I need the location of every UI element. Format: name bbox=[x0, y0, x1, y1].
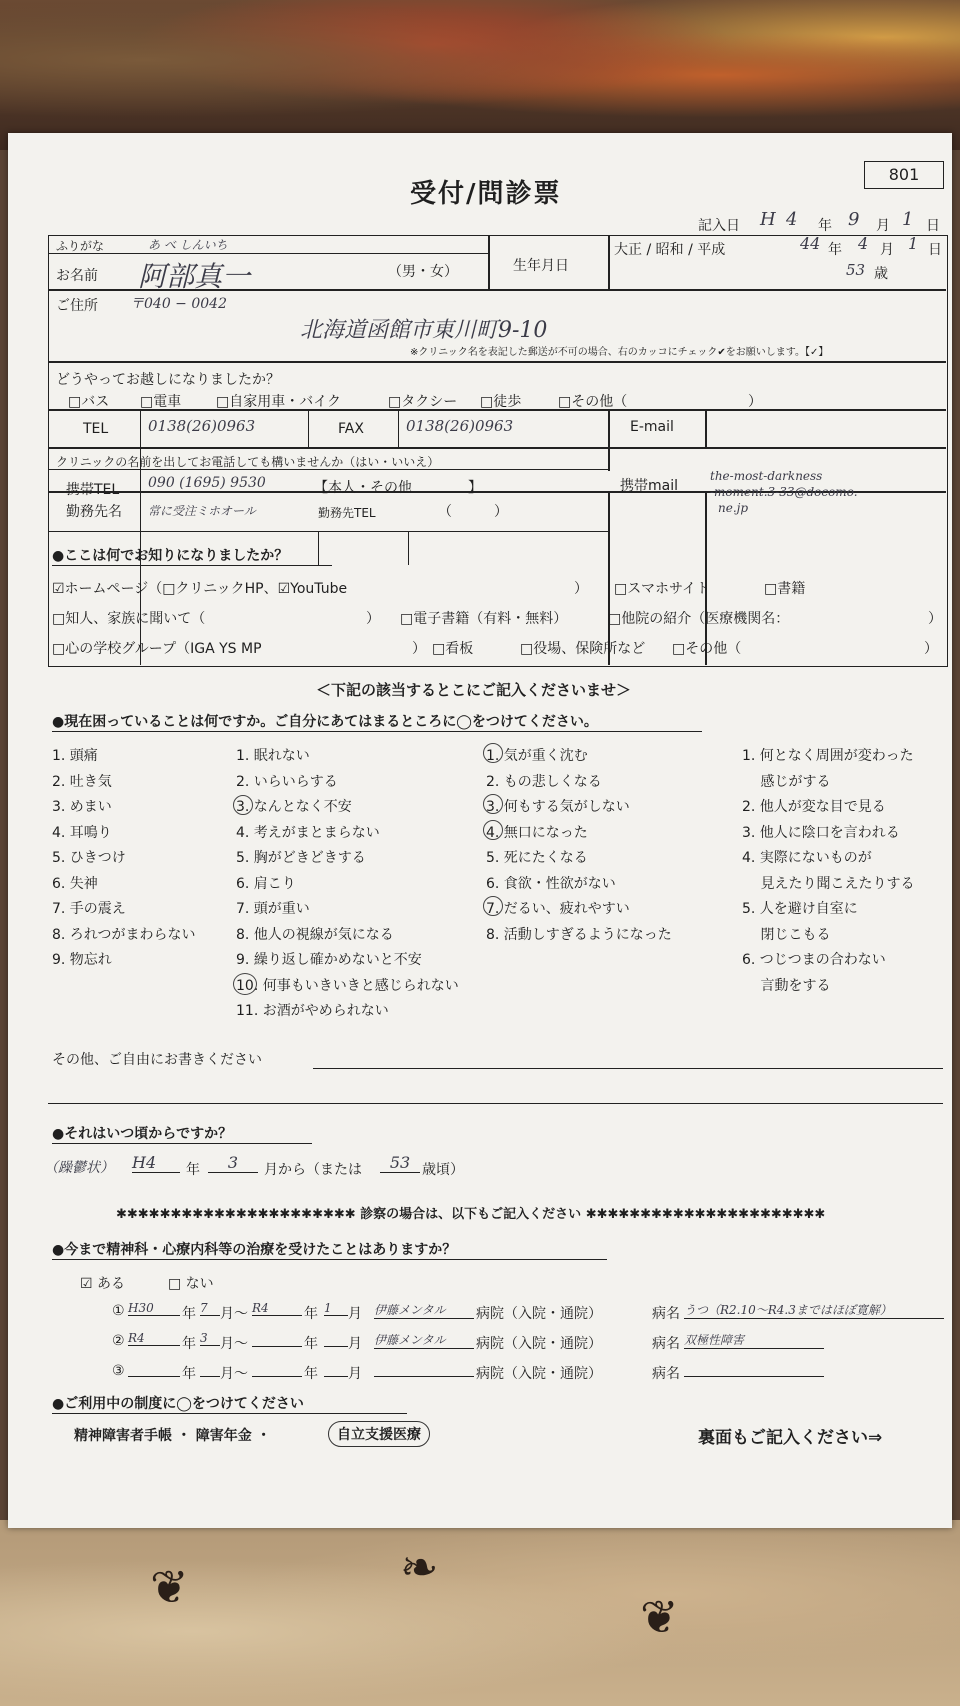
fax-label: FAX bbox=[338, 421, 364, 437]
back-side-note: 裏面もご記入ください⇒ bbox=[698, 1428, 883, 1448]
transport-option-bus[interactable]: □バス bbox=[68, 394, 110, 410]
symptom-item[interactable]: 8. 他人の視線が気になる bbox=[236, 926, 394, 943]
history-hospital: 伊藤メンタル bbox=[374, 1301, 474, 1319]
year-label: 年 bbox=[828, 242, 842, 258]
symptom-item[interactable]: 9. 物忘れ bbox=[52, 952, 112, 968]
symptom-item[interactable]: 5. 死にたくなる bbox=[486, 850, 588, 866]
day-label: 日 bbox=[928, 242, 942, 258]
transport-option-train[interactable]: □電車 bbox=[140, 394, 182, 410]
history-from-month: 7 bbox=[200, 1301, 220, 1316]
history-type: 病院（入院・通院） bbox=[476, 1306, 602, 1322]
symptom-item[interactable]: 3. めまい bbox=[52, 799, 112, 815]
symptom-item[interactable]: 9. 繰り返し確かめないと不安 bbox=[236, 952, 422, 968]
form-number: 801 bbox=[864, 161, 944, 189]
symptom-item-circled[interactable]: 10. 何事もいきいきと感じられない bbox=[236, 977, 459, 994]
address-label: ご住所 bbox=[56, 298, 98, 314]
symptom-item: 見えたり聞こえたりする bbox=[742, 875, 915, 892]
history-disease: 双極性障害 bbox=[684, 1331, 824, 1349]
history-to-month[interactable] bbox=[324, 1361, 348, 1377]
sex-options: （男・女） bbox=[388, 264, 458, 280]
symptom-item[interactable]: 1. 頭痛 bbox=[52, 748, 98, 764]
symptom-item[interactable]: 2. もの悲しくなる bbox=[486, 773, 602, 790]
form-title: 受付/問診票 bbox=[410, 179, 562, 209]
disease-label: 病名 bbox=[652, 1336, 680, 1352]
work-tel-label: 勤務先TEL bbox=[318, 506, 376, 520]
entry-date-era: H bbox=[760, 209, 776, 230]
exam-section-header: ✱✱✱✱✱✱✱✱✱✱✱✱✱✱✱✱✱✱✱✱✱✱ 診察の場合は、以下もご記入ください ✱✱✱✱✱✱✱✱✱✱✱✱✱✱✱✱✱✱✱✱✱✱ bbox=[116, 1207, 826, 1222]
selection-circle-icon bbox=[483, 820, 503, 840]
year-label: 年 bbox=[304, 1366, 318, 1382]
entry-date-month: 9 bbox=[848, 209, 860, 230]
age-label: 歳 bbox=[874, 266, 888, 282]
email-label: E-mail bbox=[630, 419, 674, 435]
symptom-item[interactable]: 5. ひきつけ bbox=[52, 850, 126, 866]
entry-date-day: 1 bbox=[902, 209, 914, 230]
referral-signboard[interactable]: □看板 bbox=[432, 641, 474, 657]
symptom-item[interactable]: 6. つじつまの合わない bbox=[742, 952, 886, 968]
leaf-pattern-icon: ❧ bbox=[400, 1540, 439, 1594]
history-row-number: ② bbox=[112, 1333, 125, 1349]
referral-homepage[interactable]: ☑ホームページ（□クリニックHP、☑YouTube bbox=[52, 581, 348, 597]
month-range-label: 月〜 bbox=[220, 1306, 248, 1322]
symptoms-column-anxiety bbox=[236, 745, 459, 1026]
symptoms-question: ●現在困っていることは何ですか。ご自分にあてはまるところに◯をつけてください。 bbox=[52, 711, 702, 732]
onset-year: H4 bbox=[132, 1153, 180, 1173]
referral-office[interactable]: □役場、保険所など bbox=[520, 641, 646, 657]
symptom-item-circled[interactable]: 3. なんとなく不安 bbox=[236, 799, 352, 815]
birth-day: 1 bbox=[908, 234, 919, 253]
postal-code: 〒040 − 0042 bbox=[130, 296, 227, 312]
history-to-year bbox=[252, 1331, 302, 1347]
furigana-value: あ べ しんいち bbox=[148, 238, 228, 252]
history-from-month: 3 bbox=[200, 1331, 220, 1346]
history-question: ●今まで精神科・心療内科等の治療を受けたことはありますか？ bbox=[52, 1239, 607, 1260]
systems-question: ●ご利用中の制度に◯をつけてください bbox=[52, 1393, 407, 1414]
transport-question: どうやってお越しになりましたか？ bbox=[56, 372, 280, 388]
history-type: 病院（入院・通院） bbox=[476, 1336, 602, 1352]
history-to-year[interactable] bbox=[252, 1361, 302, 1377]
selection-circle-icon bbox=[233, 795, 253, 815]
year-label: 年 bbox=[186, 1162, 200, 1178]
month-range-label: 月〜 bbox=[220, 1366, 248, 1382]
symptom-item-circled[interactable]: 3. 何もする気がしない bbox=[486, 799, 630, 815]
symptom-item[interactable]: 8. ろれつがまわらない bbox=[52, 926, 196, 943]
mobile-label: 携帯TEL bbox=[66, 482, 120, 498]
disease-label: 病名 bbox=[652, 1306, 680, 1322]
month-label: 月 bbox=[348, 1336, 362, 1352]
mobile-mail-value-line1: the-most-darkness bbox=[710, 469, 823, 483]
symptom-item[interactable]: 6. 肩こり bbox=[236, 875, 296, 892]
symptom-item[interactable]: 3. 他人に陰口を言われる bbox=[742, 824, 900, 841]
name-value: 阿部真一 bbox=[138, 260, 251, 293]
transport-option-other[interactable]: □その他（ bbox=[558, 394, 628, 410]
tel-value: 0138(26)0963 bbox=[148, 417, 256, 435]
referral-ebooks[interactable]: □電子書籍（有料・無料） bbox=[400, 611, 568, 627]
symptom-item-circled[interactable]: 7. だるい、疲れやすい bbox=[486, 901, 630, 917]
symptom-item[interactable]: 6. 失神 bbox=[52, 875, 98, 892]
birth-month: 4 bbox=[858, 234, 869, 253]
history-from-year: H30 bbox=[128, 1301, 180, 1316]
month-range-label: 月〜 bbox=[220, 1336, 248, 1352]
symptom-item: 言動をする bbox=[742, 977, 831, 994]
mobile-value: 090 (1695) 9530 bbox=[148, 475, 266, 491]
symptom-item[interactable]: 1. 眠れない bbox=[236, 748, 310, 764]
history-type: 病院（入院・通院） bbox=[476, 1366, 602, 1382]
address-value: 北海道函館市東川町9-10 bbox=[300, 318, 548, 343]
symptom-item[interactable]: 5. 人を避け自室に bbox=[742, 901, 858, 917]
onset-question: ●それはいつ頃からですか？ bbox=[52, 1123, 312, 1144]
history-disease: うつ（R2.10〜R4.3まではほぼ寛解） bbox=[684, 1301, 944, 1319]
symptom-item[interactable]: 4. 考えがまとまらない bbox=[236, 824, 380, 841]
fax-value: 0138(26)0963 bbox=[406, 417, 514, 435]
symptom-item[interactable]: 6. 食欲・性欲がない bbox=[486, 875, 616, 892]
leaf-pattern-icon: ❦ bbox=[640, 1590, 679, 1644]
year-label: 年 bbox=[818, 218, 832, 234]
symptom-item[interactable]: 4. 耳鳴り bbox=[52, 824, 112, 841]
work-label: 勤務先名 bbox=[66, 504, 122, 520]
age-value: 53 bbox=[846, 261, 866, 279]
symptom-item[interactable]: 4. 実際にないものが bbox=[742, 850, 872, 866]
work-tel-value: （ ） bbox=[438, 504, 508, 520]
referral-other-clinic[interactable]: □他院の紹介（医療機関名： bbox=[608, 611, 790, 627]
work-value: 常に受注ミホオール bbox=[148, 504, 256, 518]
year-label: 年 bbox=[304, 1336, 318, 1352]
systems-options[interactable]: 精神障害者手帳 ・ 障害年金 ・ bbox=[74, 1428, 271, 1444]
history-hospital[interactable] bbox=[374, 1361, 474, 1377]
history-disease[interactable] bbox=[684, 1361, 824, 1377]
selection-circle-icon bbox=[483, 743, 503, 763]
history-hospital: 伊藤メンタル bbox=[374, 1331, 474, 1349]
symptom-item: 閉じこもる bbox=[742, 926, 831, 943]
call-permission: クリニックの名前を出してお電話しても構いませんか（はい・いいえ） bbox=[56, 455, 440, 469]
referral-other[interactable]: □その他（ bbox=[672, 641, 742, 657]
history-row-number: ③ bbox=[112, 1363, 125, 1379]
free-comment-label: その他、ご自由にお書きください bbox=[52, 1052, 262, 1068]
referral-question: ●ここは何でお知りになりましたか？ bbox=[52, 545, 332, 566]
symptoms-column-mood bbox=[486, 745, 672, 949]
referral-smartphone-site[interactable]: □スマホサイト bbox=[614, 581, 710, 597]
onset-age-label: 歳頃） bbox=[422, 1162, 464, 1178]
onset-age: 53 bbox=[380, 1153, 420, 1173]
transport-option-walk[interactable]: □徒歩 bbox=[480, 394, 522, 410]
symptom-item[interactable]: 7. 手の震え bbox=[52, 901, 126, 917]
birth-label: 生年月日 bbox=[513, 258, 569, 274]
symptom-item[interactable]: 11. お酒がやめられない bbox=[236, 1003, 389, 1019]
referral-books[interactable]: □書籍 bbox=[764, 581, 806, 597]
disease-label: 病名 bbox=[652, 1366, 680, 1382]
symptom-item[interactable]: 8. 活動しすぎるようになった bbox=[486, 926, 672, 943]
referral-close: ） bbox=[366, 611, 380, 627]
name-label: お名前 bbox=[56, 268, 98, 284]
instructions-heading: ＜下記の該当するとこにご記入くださいませ＞ bbox=[316, 681, 632, 699]
selection-circle-icon bbox=[233, 973, 257, 995]
onset-month: 3 bbox=[208, 1153, 258, 1173]
tel-label: TEL bbox=[83, 421, 109, 437]
furigana-label: ふりがな bbox=[56, 239, 105, 253]
day-label: 日 bbox=[926, 218, 940, 234]
transport-option-car[interactable]: □自家用車・バイク bbox=[216, 394, 341, 410]
free-comment-line[interactable] bbox=[48, 1103, 943, 1104]
mobile-mail-value-line2: -moment.3-33@docomo. bbox=[710, 485, 858, 499]
history-from-month[interactable] bbox=[200, 1361, 220, 1377]
birth-eras: 大正 / 昭和 / 平成 bbox=[614, 242, 726, 258]
symptoms-column-perception bbox=[742, 745, 914, 1000]
year-label: 年 bbox=[304, 1306, 318, 1322]
history-yes[interactable]: ☑ ある bbox=[80, 1276, 126, 1292]
symptom-item[interactable]: 1. 何となく周囲が変わった bbox=[742, 748, 914, 764]
background-fabric-bottom bbox=[0, 1520, 960, 1706]
referral-close: ） bbox=[574, 581, 588, 597]
symptom-item[interactable]: 2. 吐き気 bbox=[52, 773, 112, 790]
mobile-mail-label: 携帯mail bbox=[620, 478, 678, 494]
month-label: 月 bbox=[880, 242, 894, 258]
symptom-item[interactable]: 7. 頭が重い bbox=[236, 901, 310, 917]
month-label: 月 bbox=[348, 1306, 362, 1322]
entry-date-label: 記入日 bbox=[698, 218, 740, 234]
transport-other-close: ） bbox=[748, 394, 762, 410]
symptoms-column-physical bbox=[52, 745, 196, 975]
symptom-item: 感じがする bbox=[742, 773, 831, 790]
symptom-item[interactable]: 2. 他人が変な目で見る bbox=[742, 799, 886, 815]
onset-month-label: 月から（または bbox=[264, 1162, 362, 1178]
systems-selected-option[interactable]: 自立支援医療 bbox=[328, 1421, 430, 1447]
leaf-pattern-icon: ❦ bbox=[150, 1560, 189, 1614]
background-fabric-top bbox=[0, 0, 960, 150]
month-label: 月 bbox=[876, 218, 890, 234]
symptom-item[interactable]: 2. いらいらする bbox=[236, 773, 338, 790]
onset-prefix: （躁鬱状） bbox=[44, 1160, 114, 1176]
transport-option-taxi[interactable]: □タクシー bbox=[388, 394, 458, 410]
selection-circle-icon bbox=[483, 896, 503, 916]
year-label: 年 bbox=[182, 1336, 196, 1352]
history-row-number: ① bbox=[112, 1303, 125, 1319]
intake-form-paper bbox=[8, 133, 952, 1528]
history-to-year: R4 bbox=[252, 1301, 302, 1316]
referral-close: ） bbox=[412, 641, 426, 657]
history-to-month: 1 bbox=[324, 1301, 348, 1316]
address-note: ※クリニック名を表記した郵送が不可の場合、右のカッコにチェック✔をお願いします。【✓】 bbox=[410, 347, 829, 358]
history-no[interactable]: □ ない bbox=[168, 1276, 214, 1292]
month-label: 月 bbox=[348, 1366, 362, 1382]
selection-circle-icon bbox=[483, 794, 503, 814]
year-label: 年 bbox=[182, 1306, 196, 1322]
free-comment-line[interactable] bbox=[313, 1068, 943, 1069]
entry-date-year: 4 bbox=[786, 209, 798, 230]
year-label: 年 bbox=[182, 1366, 196, 1382]
birth-year: 44 bbox=[800, 234, 821, 253]
symptom-item-circled[interactable]: 1. 気が重く沈む bbox=[486, 748, 588, 764]
referral-school-group[interactable]: □心の学校グループ（IGA YS MP bbox=[52, 641, 262, 657]
mobile-mail-value-line3: ne.jp bbox=[718, 501, 749, 515]
referral-close: ） bbox=[924, 641, 938, 657]
history-from-year[interactable] bbox=[128, 1361, 180, 1377]
symptom-item-circled[interactable]: 4. 無口になった bbox=[486, 824, 588, 841]
mobile-owner: 【本人・その他 】 bbox=[314, 480, 482, 496]
symptom-item[interactable]: 5. 胸がどきどきする bbox=[236, 850, 366, 866]
referral-acquaintance[interactable]: □知人、家族に聞いて（ bbox=[52, 611, 206, 627]
history-from-year: R4 bbox=[128, 1331, 180, 1346]
referral-close: ） bbox=[928, 611, 942, 627]
history-to-month bbox=[324, 1331, 348, 1347]
